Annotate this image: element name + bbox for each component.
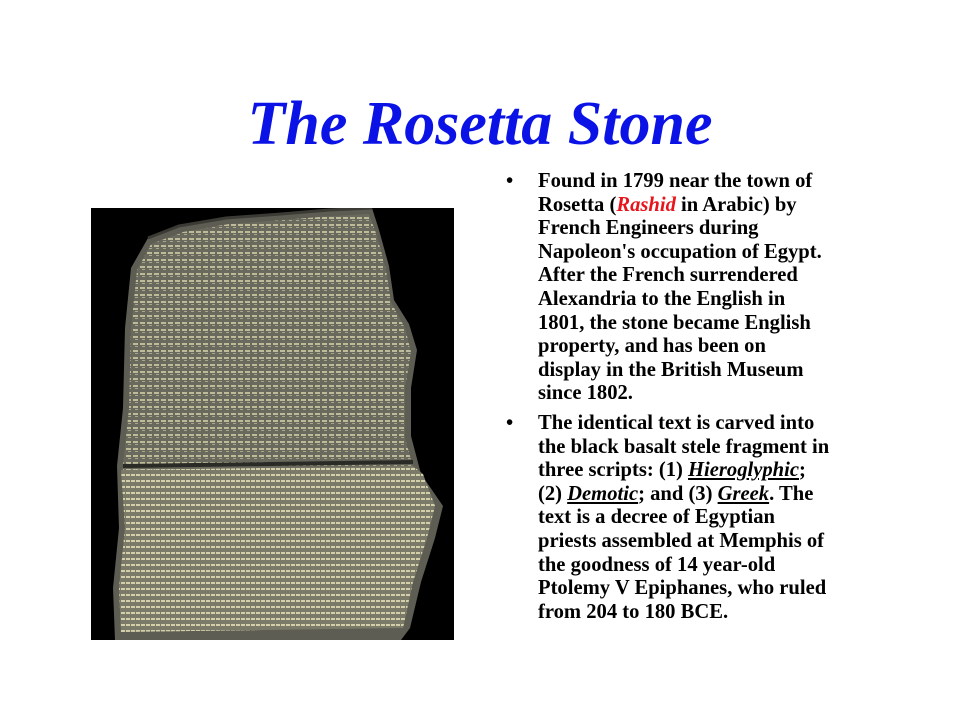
bullet-text-line: After the French surrendered <box>538 264 798 287</box>
bullet-text-line: The identical text is carved into <box>538 411 815 434</box>
bullet-text-line: priests assembled at Memphis of <box>538 529 825 552</box>
rosetta-stone-image <box>91 208 454 640</box>
bullet-marker: • <box>506 170 514 192</box>
bullet-text-line: Napoleon's occupation of Egypt. <box>538 240 822 263</box>
rashid-highlight: Rashid <box>616 193 676 216</box>
bullet-text-line: Found in 1799 near the town of <box>538 170 813 192</box>
bullet-text-line: property, and has been on <box>538 335 766 358</box>
bullet-text-line <box>538 483 936 507</box>
text-fragment: ; and (3) <box>638 482 718 505</box>
bullet-marker: • <box>506 411 514 434</box>
hieroglyphic-link[interactable]: Hieroglyphic <box>688 459 799 482</box>
text-fragment: in Arabic) by <box>675 193 797 216</box>
greek-link[interactable]: Greek <box>717 482 770 505</box>
bullet-text-line: the goodness of 14 year-old <box>538 553 776 576</box>
text-fragment: ; <box>799 459 806 482</box>
bullet-item-1 <box>506 170 936 406</box>
text-fragment: three scripts: (1) <box>538 459 689 482</box>
bullet-text-line: 1801, the stone became English <box>538 311 811 334</box>
bullet-text-line: since 1802. <box>538 382 633 405</box>
rosetta-stone-photo <box>91 208 454 640</box>
bullet-text-line: Alexandria to the English in <box>538 287 786 310</box>
bullet-list <box>506 170 936 630</box>
bullet-text-line: French Engineers during <box>538 217 759 240</box>
bullet-text-line: text is a decree of Egyptian <box>538 506 775 529</box>
text-fragment: (2) <box>538 482 568 505</box>
bullet-text-line: the black basalt stele fragment in <box>538 435 830 458</box>
slide-title: The Rosetta Stone <box>247 90 713 158</box>
bullet-text-line: display in the British Museum <box>538 358 804 381</box>
text-fragment: Rosetta ( <box>538 193 617 216</box>
bullet-text-line: from 204 to 180 BCE. <box>538 600 729 623</box>
text-fragment: . The <box>769 482 814 505</box>
bullet-text-line <box>538 459 936 483</box>
demotic-link[interactable]: Demotic <box>567 482 639 505</box>
bullet-text-line <box>538 194 936 218</box>
bullet-text-line: Ptolemy V Epiphanes, who ruled <box>538 577 827 600</box>
bullet-item-2 <box>506 412 936 624</box>
